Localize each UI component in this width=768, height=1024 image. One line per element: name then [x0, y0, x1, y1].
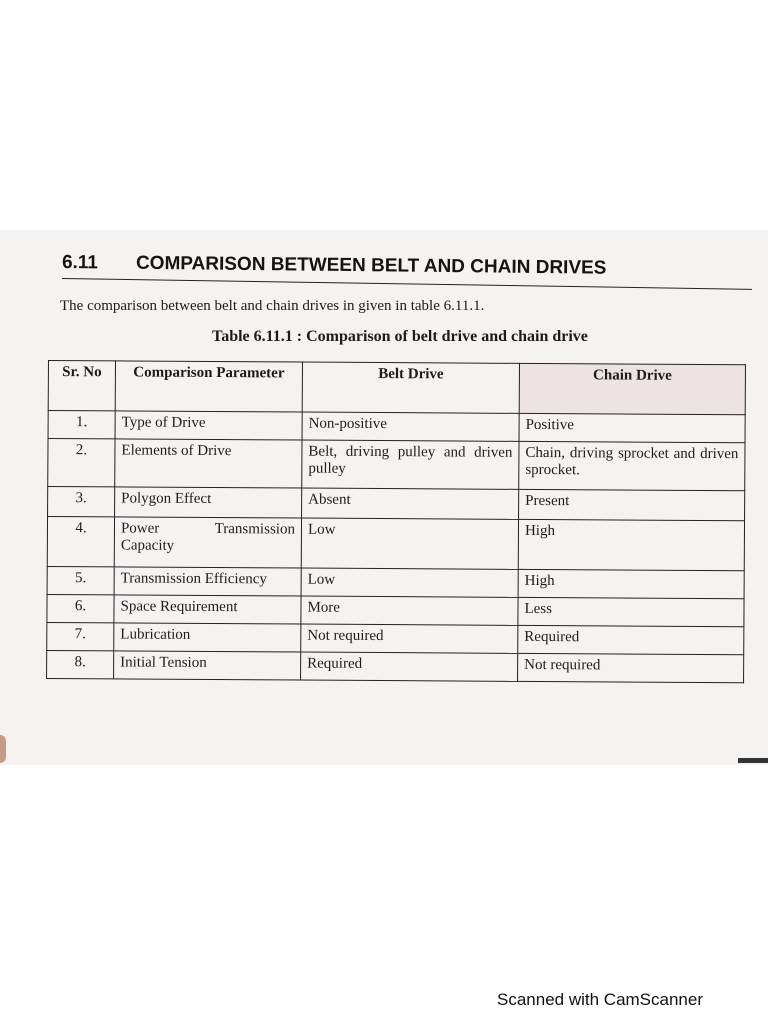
cell-belt: Not required: [301, 624, 518, 653]
intro-paragraph: The comparison between belt and chain drives in given in table 6.11.1.: [60, 298, 485, 314]
cell-param: Type of Drive: [115, 411, 302, 440]
table-row: [48, 487, 745, 521]
cell-belt: Non-positive: [302, 412, 519, 441]
header-comparison-parameter: Comparison Parameter: [115, 361, 302, 412]
cell-param: Elements of Drive: [115, 439, 302, 488]
cell-belt: Required: [301, 652, 518, 681]
cell-sr: 1.: [48, 411, 115, 439]
cell-sr: 4.: [47, 517, 114, 567]
cell-chain: High: [518, 519, 744, 570]
cell-belt: Low: [301, 568, 518, 597]
cell-belt: Low: [301, 518, 518, 569]
cell-sr: 6.: [47, 594, 114, 622]
table-row: [48, 439, 745, 491]
cell-chain: Less: [518, 597, 744, 626]
table-caption: Table 6.11.1 : Comparison of belt drive and chain drive: [212, 328, 588, 345]
comparison-table: [46, 360, 746, 683]
table-header-row: [48, 361, 745, 415]
header-chain-drive: Chain Drive: [519, 363, 745, 414]
cell-sr: 7.: [47, 622, 114, 650]
cell-chain: Not required: [518, 653, 744, 682]
table-row: [47, 517, 744, 571]
cell-belt: More: [301, 596, 518, 625]
header-belt-drive: Belt Drive: [302, 362, 519, 413]
cell-chain: Chain, driving sprocket and driven sprocket.: [519, 441, 745, 490]
section-title: COMPARISON BETWEEN BELT AND CHAIN DRIVES: [135, 252, 607, 279]
cell-belt: Belt, driving pulley and driven pulley: [302, 440, 519, 489]
table-row: [47, 566, 744, 598]
table-row: [47, 622, 744, 654]
table-row: [48, 411, 745, 443]
scanner-watermark: Scanned with CamScanner: [497, 990, 704, 1009]
cell-param: Polygon Effect: [115, 487, 302, 518]
cell-param: Power Transmission Capacity: [114, 517, 301, 568]
cell-param: Space Requirement: [114, 595, 301, 624]
table-body: [47, 411, 746, 683]
page-edge-mark: [0, 735, 6, 763]
cell-sr: 3.: [48, 487, 115, 517]
cell-chain: High: [518, 569, 744, 598]
cell-chain: Present: [519, 489, 745, 520]
table-row: [47, 594, 744, 626]
cell-sr: 2.: [48, 439, 115, 487]
cell-sr: 5.: [47, 566, 114, 594]
section-number: 6.11: [61, 252, 99, 274]
table-row: [47, 650, 744, 682]
cell-param: Lubrication: [114, 623, 301, 652]
header-sr-no: Sr. No: [48, 361, 115, 411]
cell-belt: Absent: [302, 488, 519, 519]
cell-chain: Required: [518, 625, 744, 654]
cell-param: Initial Tension: [114, 651, 301, 680]
cell-sr: 8.: [47, 650, 114, 678]
cell-chain: Positive: [519, 413, 745, 442]
page-edge-shadow: [738, 758, 768, 763]
cell-param: Transmission Efficiency: [114, 567, 301, 596]
comparison-table-wrapper: [46, 360, 748, 683]
